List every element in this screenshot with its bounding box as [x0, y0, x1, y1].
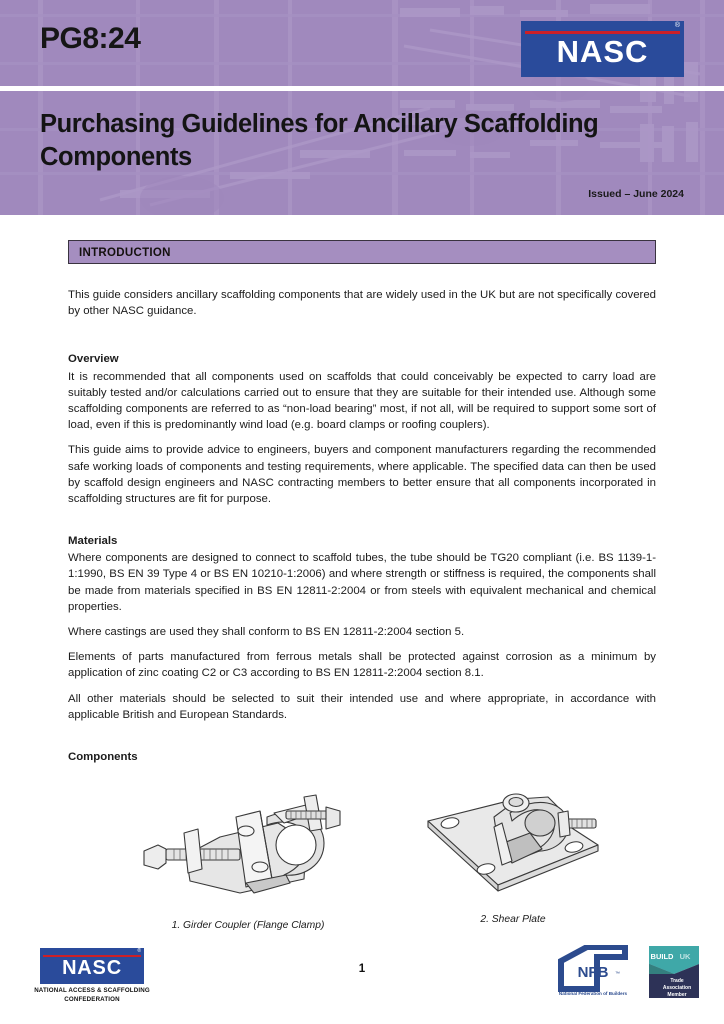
svg-text:Association: Association	[662, 985, 692, 991]
components-figures	[68, 783, 656, 948]
overview-paragraph-2: This guide aims to provide advice to engineers, buyers and component manufacturers regarding the recommended safe working loads of components and testing requirements, where applicable. The specified data can then be used by scaffold design engineers and NASC contracting members to better ensure that all components incorporated in scaffolding structures are fit for purpose.	[68, 444, 656, 505]
builduk-logo	[645, 944, 703, 1000]
builduk-logo-icon	[645, 944, 703, 1000]
document-title: Purchasing Guidelines for Ancillary Scaffolding Components	[40, 110, 599, 171]
nasc-caption-line-2: CONFEDERATION	[64, 995, 120, 1003]
materials-paragraph-1: Where components are designed to connect to scaffold tubes, the tube should be TG20 compliant (i.e. BS 1139-1-1:1990, BS EN 39 Type 4 or BS EN 10210-1:2006) and where strength or stiffness is required, the components shall be made from materials specified in BS EN 12811-2:2004 or from steels with equivalent mechanical and chemical properties.	[68, 552, 656, 613]
registered-mark-icon-footer: ®	[137, 948, 141, 954]
heading-materials: Materials	[68, 535, 118, 548]
svg-text:Member: Member	[667, 992, 687, 998]
svg-text:BUILD: BUILD	[650, 952, 674, 961]
figure-caption-2: 2. Shear Plate	[480, 914, 546, 926]
svg-text:™: ™	[615, 971, 620, 977]
figure-girder-coupler	[128, 783, 368, 931]
nfb-logo	[557, 945, 629, 997]
page-number: 1	[358, 963, 366, 975]
svg-text:NFB: NFB	[577, 964, 609, 981]
materials-paragraph-2: Where castings are used they shall conform to BS EN 12811-2:2004 section 5.	[68, 626, 465, 638]
nasc-logo-text: NASC	[556, 34, 649, 69]
nasc-footer-caption	[24, 987, 160, 1005]
heading-components: Components	[68, 750, 138, 763]
document-footer	[0, 935, 724, 1024]
heading-overview: Overview	[68, 353, 119, 366]
body-text-area	[68, 264, 656, 765]
overview-paragraph-1: It is recommended that all components used on scaffolds that could conceivably be expected to carry load are suitably tested and/or calculations carried out to ensure that they are suitable for their intended use. Although some scaffolding components are referred to as “non-load bearing” most, if not all, will be required to support some sort of load, even if this is predominantly wind load (e.g. board clamps or roofing couplers).	[68, 370, 656, 432]
figure-caption-1: 1. Girder Coupler (Flange Clamp)	[171, 920, 325, 932]
svg-text:Trade: Trade	[670, 978, 684, 984]
registered-mark-icon: ®	[674, 22, 680, 29]
section-bar-introduction: INTRODUCTION	[68, 240, 656, 264]
shear-plate-illustration	[398, 783, 628, 903]
materials-paragraph-4: All other materials should be selected to suit their intended use and where appropriate, in accordance with applicable British and European Standards.	[68, 692, 656, 721]
nasc-caption-line-1: NATIONAL ACCESS & SCAFFOLDING	[34, 987, 150, 994]
girder-coupler-illustration	[128, 783, 368, 903]
figure-shear-plate	[398, 783, 628, 925]
issued-date: Issued – June 2024	[588, 188, 684, 200]
intro-paragraph: This guide considers ancillary scaffolding components that are widely used in the UK but are not specifically covered by other NASC guidance.	[68, 289, 656, 318]
header-divider-line	[0, 86, 724, 91]
nasc-footer-logo-text: NASC	[62, 957, 122, 979]
materials-paragraph-3: Elements of parts manufactured from ferrous metals shall be protected against corrosion as a minimum by application of zinc coating C2 or C3 according to BS EN 12811-2:2004 section 8.1.	[68, 651, 656, 680]
nfb-logo-icon	[557, 945, 629, 997]
document-code: PG8:24	[40, 22, 141, 55]
document-header	[0, 0, 724, 215]
svg-text:UK: UK	[679, 952, 691, 961]
nasc-logo-header	[521, 21, 684, 77]
svg-text:National Federation of Builder: National Federation of Builders	[558, 991, 628, 996]
document-body	[0, 215, 724, 948]
